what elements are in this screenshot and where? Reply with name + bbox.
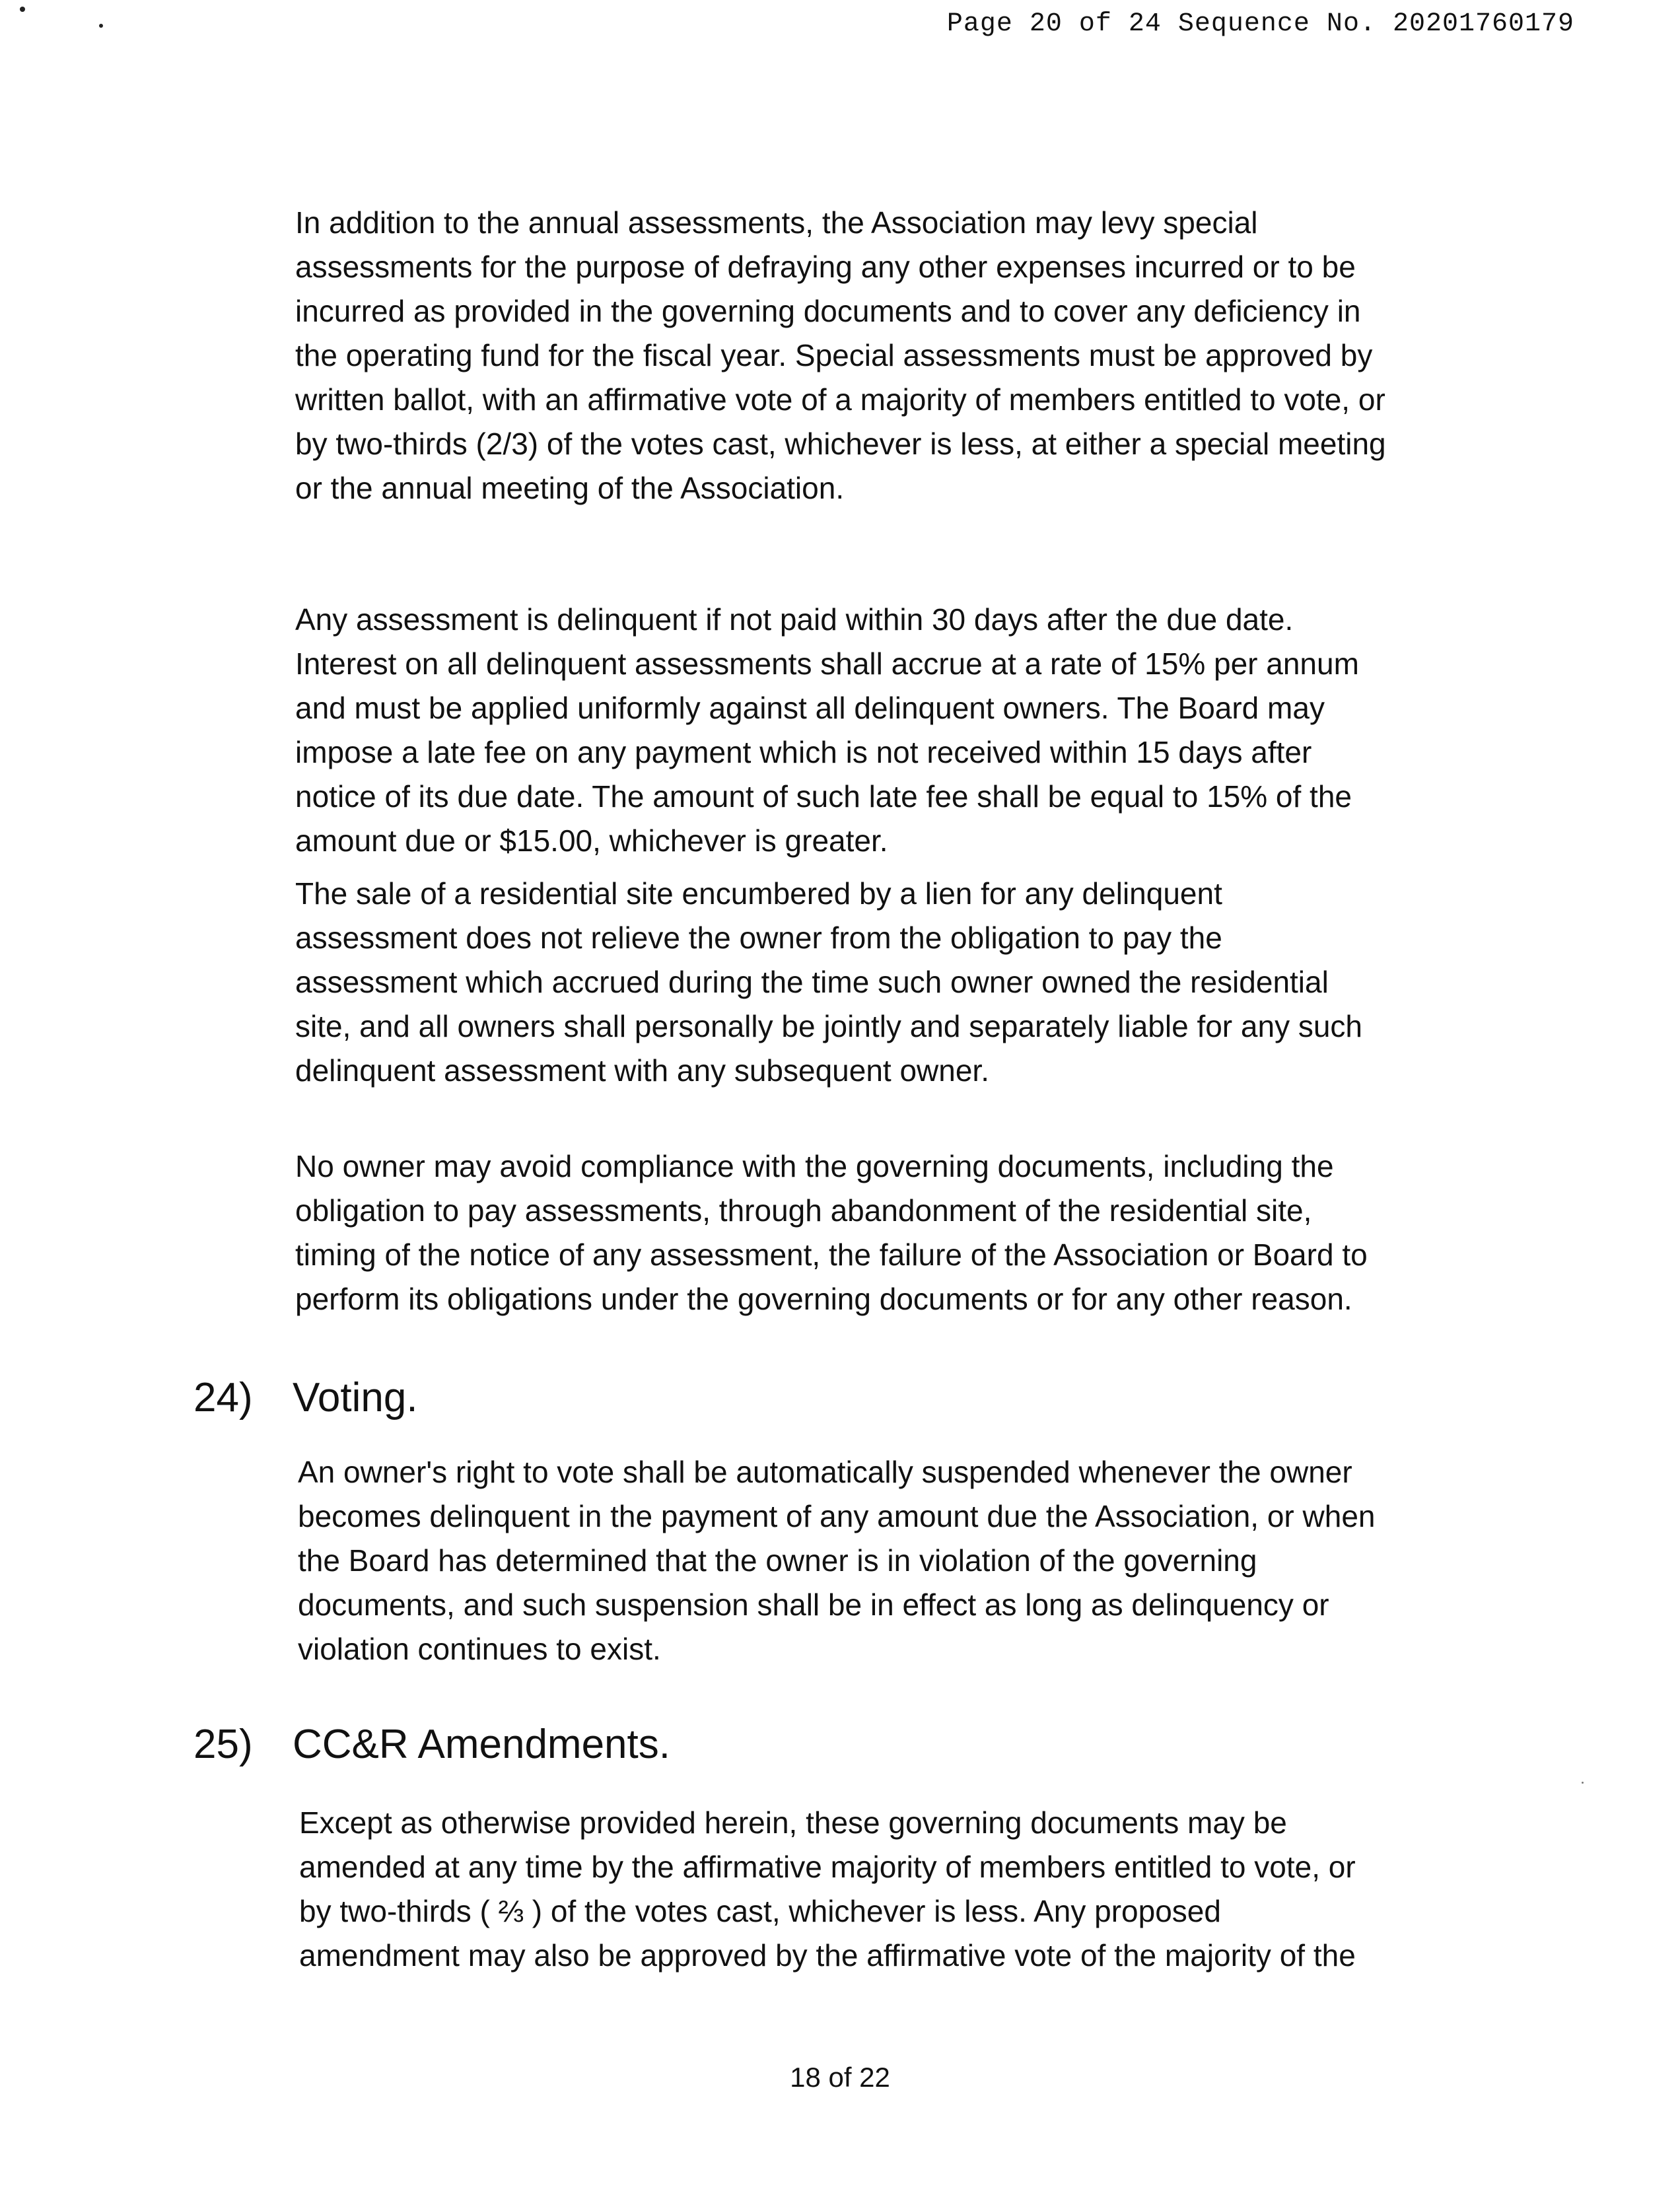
- scan-speck: [99, 24, 103, 28]
- text-line: An owner's right to vote shall be automatically suspended whenever the owner: [298, 1455, 1352, 1489]
- section-number: 25): [193, 1722, 253, 1767]
- text-line: notice of its due date. The amount of such late fee shall be equal to 15% of the: [295, 779, 1352, 814]
- text-line: or the annual meeting of the Association.: [295, 471, 845, 505]
- text-line: written ballot, with an affirmative vote of a majority of members entitled to vote, or: [295, 382, 1385, 417]
- text-line: The sale of a residential site encumbered by a lien for any delinquent: [295, 876, 1222, 911]
- text-line: No owner may avoid compliance with the governing documents, including the: [295, 1149, 1334, 1183]
- text-line: perform its obligations under the governing documents or for any other reason.: [295, 1282, 1352, 1316]
- text-line: and must be applied uniformly against all delinquent owners. The Board may: [295, 691, 1325, 725]
- text-line: Except as otherwise provided herein, these governing documents may be: [299, 1805, 1287, 1840]
- text-line: assessment which accrued during the time such owner owned the residential: [295, 965, 1329, 999]
- sale-lien-paragraph: [295, 872, 1550, 1093]
- section-title: Voting.: [293, 1375, 418, 1420]
- delinquency-paragraph: [295, 598, 1550, 863]
- section-number: 24): [193, 1375, 253, 1420]
- text-line: assessments for the purpose of defraying any other expenses incurred or to be: [295, 250, 1356, 284]
- section-24-heading: [193, 1374, 418, 1421]
- text-line: impose a late fee on any payment which is not received within 15 days after: [295, 735, 1312, 769]
- voting-paragraph: [298, 1450, 1553, 1671]
- scan-speck: [1582, 1782, 1584, 1784]
- text-line: the Board has determined that the owner is in violation of the governing: [298, 1543, 1257, 1578]
- text-line: Any assessment is delinquent if not paid within 30 days after the due date.: [295, 602, 1294, 637]
- text-line: violation continues to exist.: [298, 1632, 661, 1666]
- text-line: the operating fund for the fiscal year. Special assessments must be approved by: [295, 338, 1373, 372]
- text-line: by two-thirds ( ⅔ ) of the votes cast, whichever is less. Any proposed: [299, 1894, 1221, 1928]
- text-line: Interest on all delinquent assessments shall accrue at a rate of 15% per annum: [295, 647, 1359, 681]
- section-title: CC&R Amendments.: [293, 1722, 670, 1767]
- text-line: In addition to the annual assessments, the Association may levy special: [295, 205, 1258, 240]
- scan-speck: [20, 7, 25, 12]
- page-number-footer: 18 of 22: [790, 2062, 890, 2093]
- text-line: by two-thirds (2/3) of the votes cast, whichever is less, at either a special meeting: [295, 427, 1386, 461]
- text-line: amount due or $15.00, whichever is greater.: [295, 823, 888, 858]
- text-line: obligation to pay assessments, through abandonment of the residential site,: [295, 1193, 1312, 1228]
- text-line: assessment does not relieve the owner from the obligation to pay the: [295, 921, 1222, 955]
- text-line: amendment may also be approved by the affirmative vote of the majority of the: [299, 1938, 1356, 1973]
- special-assessments-paragraph: [295, 201, 1550, 510]
- text-line: documents, and such suspension shall be in effect as long as delinquency or: [298, 1588, 1329, 1622]
- amendments-paragraph: [299, 1801, 1554, 1978]
- section-25-heading: [193, 1721, 670, 1768]
- compliance-paragraph: [295, 1144, 1550, 1321]
- text-line: incurred as provided in the governing documents and to cover any deficiency in: [295, 294, 1361, 328]
- text-line: becomes delinquent in the payment of any amount due the Association, or when: [298, 1499, 1376, 1533]
- text-line: site, and all owners shall personally be jointly and separately liable for any such: [295, 1009, 1363, 1043]
- text-line: timing of the notice of any assessment, the failure of the Association or Board to: [295, 1238, 1368, 1272]
- recording-sequence-header: Page 20 of 24 Sequence No. 20201760179: [946, 9, 1574, 39]
- text-line: amended at any time by the affirmative majority of members entitled to vote, or: [299, 1850, 1356, 1884]
- text-line: delinquent assessment with any subsequent owner.: [295, 1053, 989, 1088]
